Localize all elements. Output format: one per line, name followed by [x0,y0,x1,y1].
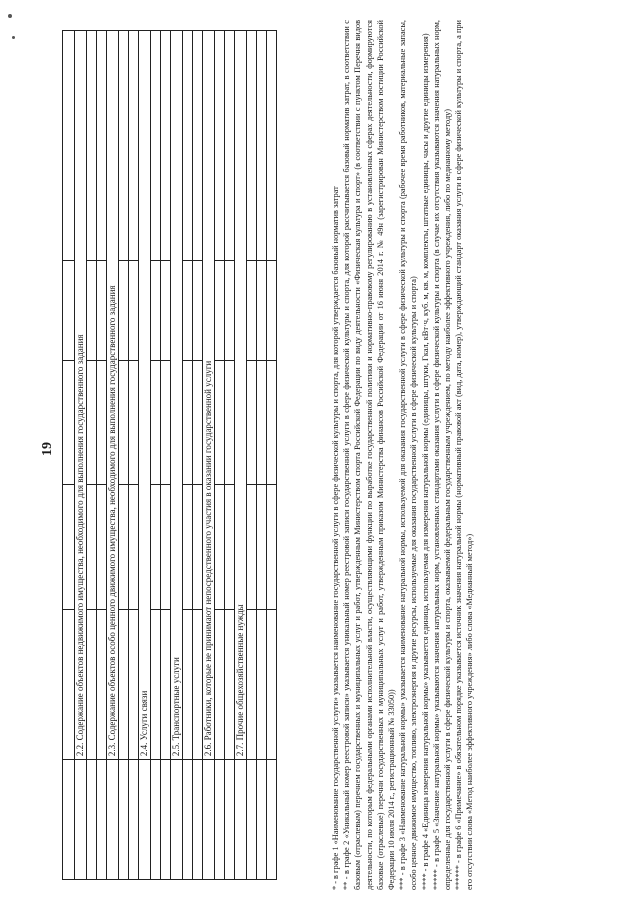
table-row-label: 2.6. Работники, которые не принимают непосредственного участия в оказании государственной услуги [203,31,215,760]
table-row [171,31,183,880]
table-row-label: 2.3. Содержание объектов особо ценного движимого имущества, необходимого для выполнения государственного задания [107,31,119,760]
table-row [107,31,119,880]
table-row [139,31,151,880]
norms-table [62,30,277,880]
footnote: ***** - в графе 5 «Значение натуральной нормы» указываются значения натуральных норм, установленных стандартами оказания услуги в сфере физической культуры и спорта (в случае их отсутствия указываются значения натуральных норм, определенные для государственной услуги в сфере физической культуры и спорта, оказываемой федеральным государственным учреждением, по методу наиболее эффективного учреждения, либо по медианному методу) [431,20,453,890]
table-row-label: 2.7. Прочие общехозяйственные нужды [235,31,247,760]
table-row [203,31,215,880]
footnote: **** - в графе 4 «Единица измерения натуральной нормы» указывается единица, используемая для измерения натуральной нормы (единицы, штуки, Гкал, кВт·ч, куб. м, кв. м, комплекты, штатные единицы, часы и другие единицы измерения) [420,33,430,890]
table-row [235,31,247,880]
footnote: * - в графе 1 «Наименование государственной услуги» указывается наименование государственной услуги в сфере физической культуры и спорта, для которой утверждается базовый норматив затрат [331,186,340,890]
rotated-page [0,2,640,902]
table-row-label: 2.2. Содержание объектов недвижимого имущества, необходимого для выполнения государственного задания [75,31,87,760]
footnote: *** - в графе 3 «Наименование натуральной нормы» указывается наименование натуральной нормы, используемой для оказания государственной услуги в сфере физической культуры и спорта (рабочее время работников, материальные запасы, особо ценное движимое имущество, топливо, электроэнергия и другие ресурсы, используемые для оказания государственной услуги в сфере физической культуры и спорта) [398,20,419,890]
footnotes [330,20,476,890]
table-row-label: 2.4. Услуги связи [139,31,151,760]
footnote: ** - в графе 2 «Уникальный номер реестровой записи» указывается уникальный номер реестровой записи государственной услуги в сфере физической культуры и спорта, для которой рассчитывается базовый норматив затрат, в соответствии с базовым (отраслевым) перечнем государственных и муниципальных услуг и работ, утвержденным Министерством спорта Российской Федерации по виду деятельности «Физическая культура и спорт» (в соответствии с пунктом Перечня видов деятельности, по которым федеральными органами исполнительной власти, осуществляющими функции по выработке государственной политики и нормативно-правовому регулированию в установленных сферах деятельности, формируются базовые (отраслевые) перечни государственных и муниципальных услуг и работ, утвержденным приказом Министерства финансов Российской Федерации от 16 июня 2014 г. № 49н (зарегистрирован Министерством юстиции Российской Федерации 10 июля 2014 г., регистрационный № 33050)) [342,20,397,890]
table-row [75,31,87,880]
table-row-label: 2.5. Транспортные услуги [171,31,183,760]
page-number: 19 [40,442,55,456]
footnote: ****** - в графе 6 «Примечание» в обязательном порядке указывается источник значения натуральной нормы (нормативный правовой акт (вид, дата, номер), утверждающий стандарт оказания услуги в сфере физической культуры и спорта, а при его отсутствии слова «Метод наиболее эффективного учреждения» либо слова «Медианный метод») [454,20,475,890]
